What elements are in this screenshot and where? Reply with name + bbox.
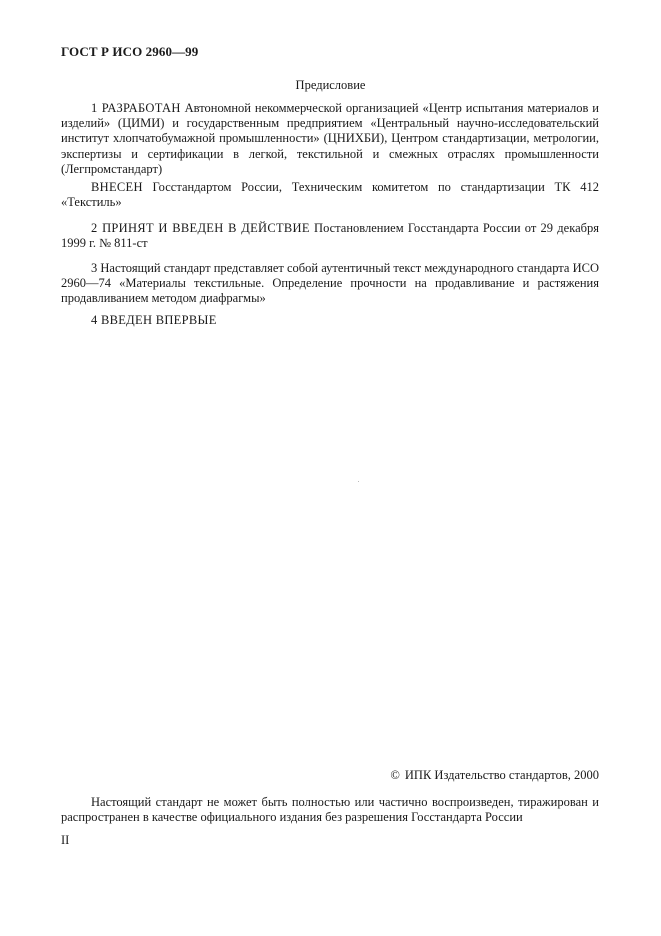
scan-speck [358,481,359,482]
document-header: ГОСТ Р ИСО 2960—99 [61,44,199,59]
paragraph-introduced-by [61,180,599,210]
paragraph-first-introduced: 4 ВВЕДЕН ВПЕРВЫЕ [91,313,217,327]
paragraph-lead: ВНЕСЕН [91,180,143,194]
copyright-text: ИПК Издательство стандартов, 2000 [404,768,599,782]
paragraph-authentic-text: 3 Настоящий стандарт представляет собой аутентичный текст международного стандарта ИСО 2960—74 «Материалы текстильные. Определение прочности на продавливание и растяжения продавливанием методом диафрагмы» [61,261,599,306]
copyright-symbol: © [390,768,400,782]
paragraph-lead: 1 РАЗРАБОТАН [91,101,181,115]
paragraph-text: Автономной некоммерческой организацией «Центр испытания материалов и изделий» (ЦИМИ) и государственным предприятием «Центральный научно-исследовательский институт хлопчатобумажной промышленности» (ЦНИХБИ), Центром стандартизации, метрологии, экспертизы и сертификации в легкой, текстильной и смежных отраслях промышленности (Легпромстандарт) [61,101,599,176]
paragraph-text: Постановлением Госстандарта России от 29 декабря 1999 г. № 811-ст [61,221,599,251]
paragraph-developed-by [61,101,599,177]
paragraph-adopted [61,221,599,251]
section-title: Предисловие [295,78,366,92]
page-number: II [61,833,70,847]
reproduction-notice: Настоящий стандарт не может быть полностью или частично воспроизведен, тиражирован и распространен в качестве официального издания без разрешения Госстандарта России [61,795,599,825]
paragraph-lead: 2 ПРИНЯТ И ВВЕДЕН В ДЕЙСТВИЕ [91,221,310,235]
paragraph-text: Госстандартом России, Техническим комитетом по стандартизации ТК 412 «Текстиль» [61,180,599,210]
copyright-line [390,768,599,783]
